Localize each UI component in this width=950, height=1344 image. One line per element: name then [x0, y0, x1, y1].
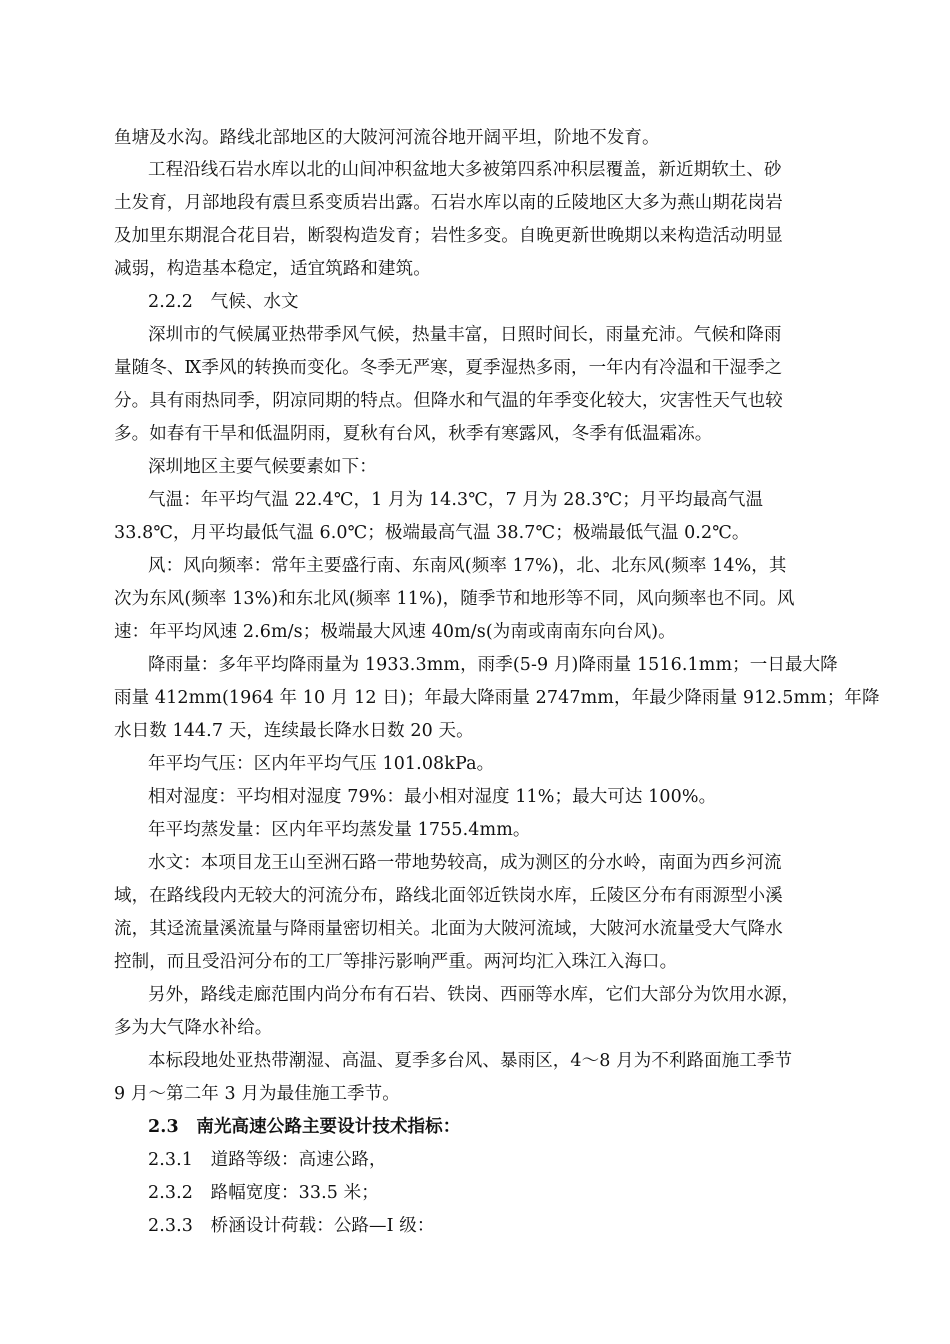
text-line: 分。具有雨热同季，阴凉同期的特点。但降水和气温的年季变化较大，灾害性天气也较	[114, 391, 783, 411]
text-line: 多。如春有干旱和低温阴雨，夏秋有台风，秋季有寒露风，冬季有低温霜冻。	[114, 424, 713, 444]
text-line: 雨量 412mm(1964 年 10 月 12 日)；年最大降雨量 2747mm，年最少降雨量 912.5mm；年降	[114, 688, 880, 708]
text-line: 减弱，构造基本稳定，适宜筑路和建筑。	[114, 259, 431, 279]
section-heading: 2.2.2 气候、水文	[148, 292, 299, 312]
text-line: 33.8℃，月平均最低气温 6.0℃；极端最高气温 38.7℃；极端最低气温 0.2℃。	[114, 523, 750, 543]
text-line: 另外，路线走廊范围内尚分布有石岩、铁岗、西丽等水库，它们大部分为饮用水源，	[148, 985, 800, 1005]
text-line: 年平均气压：区内年平均气压 101.08kPa。	[148, 754, 495, 774]
list-item: 2.3.3 桥涵设计荷载：公路—I 级：	[148, 1216, 435, 1236]
text-line: 降雨量：多年平均降雨量为 1933.3mm，雨季(5-9 月)降雨量 1516.1mm；一日最大降	[148, 655, 838, 675]
text-line: 相对湿度：平均相对湿度 79%：最小相对湿度 11%；最大可达 100%。	[148, 787, 717, 807]
text-line: 年平均蒸发量：区内年平均蒸发量 1755.4mm。	[148, 820, 531, 840]
text-line: 本标段地处亚热带潮湿、高温、夏季多台风、暴雨区，4～8 月为不利路面施工季节	[148, 1051, 793, 1071]
text-line: 气温：年平均气温 22.4℃，1 月为 14.3℃，7 月为 28.3℃；月平均最高气温	[148, 490, 764, 510]
text-line: 土发育，月部地段有震旦系变质岩出露。石岩水库以南的丘陵地区大多为燕山期花岗岩	[114, 193, 783, 213]
text-line: 工程沿线石岩水库以北的山间冲积盆地大多被第四系冲积层覆盖，新近期软土、砂	[148, 160, 782, 180]
text-line: 次为东风(频率 13%)和东北风(频率 11%)，随季节和地形等不同，风向频率也不同。风	[114, 589, 795, 609]
text-line: 风：风向频率：常年主要盛行南、东南风(频率 17%)，北、北东风(频率 14%，其	[148, 556, 787, 576]
text-line: 控制，而且受沿河分布的工厂等排污影响严重。两河均汇入珠江入海口。	[114, 952, 678, 972]
text-line: 9 月～第二年 3 月为最佳施工季节。	[114, 1084, 400, 1104]
text-line: 速：年平均风速 2.6m/s；极端最大风速 40m/s(为南或南南东向台风)。	[114, 622, 676, 642]
text-line: 量随冬、Ⅸ季风的转换而变化。冬季无严寒，夏季湿热多雨，一年内有冷温和干湿季之	[114, 358, 783, 378]
text-line: 鱼塘及水沟。路线北部地区的大陂河河流谷地开阔平坦，阶地不发育。	[114, 128, 660, 148]
text-line: 多为大气降水补给。	[114, 1018, 273, 1038]
text-line: 域，在路线段内无较大的河流分布，路线北面邻近铁岗水库，丘陵区分布有雨源型小溪	[114, 886, 783, 906]
text-line: 深圳地区主要气候要素如下：	[148, 457, 377, 477]
section-heading-bold: 2.3 南光高速公路主要设计技术指标：	[148, 1117, 461, 1137]
text-line: 水文：本项目龙王山至洲石路一带地势较高，成为测区的分水岭，南面为西乡河流	[148, 853, 782, 873]
text-line: 水日数 144.7 天，连续最长降水日数 20 天。	[114, 721, 474, 741]
list-item: 2.3.2 路幅宽度：33.5 米；	[148, 1183, 379, 1203]
text-line: 流，其迳流量溪流量与降雨量密切相关。北面为大陂河流域，大陂河水流量受大气降水	[114, 919, 783, 939]
text-line: 及加里东期混合花目岩，断裂构造发育；岩性多变。自晚更新世晚期以来构造活动明显	[114, 226, 783, 246]
list-item: 2.3.1 道路等级：高速公路，	[148, 1150, 387, 1170]
text-line: 深圳市的气候属亚热带季风气候，热量丰富，日照时间长，雨量充沛。气候和降雨	[148, 325, 782, 345]
